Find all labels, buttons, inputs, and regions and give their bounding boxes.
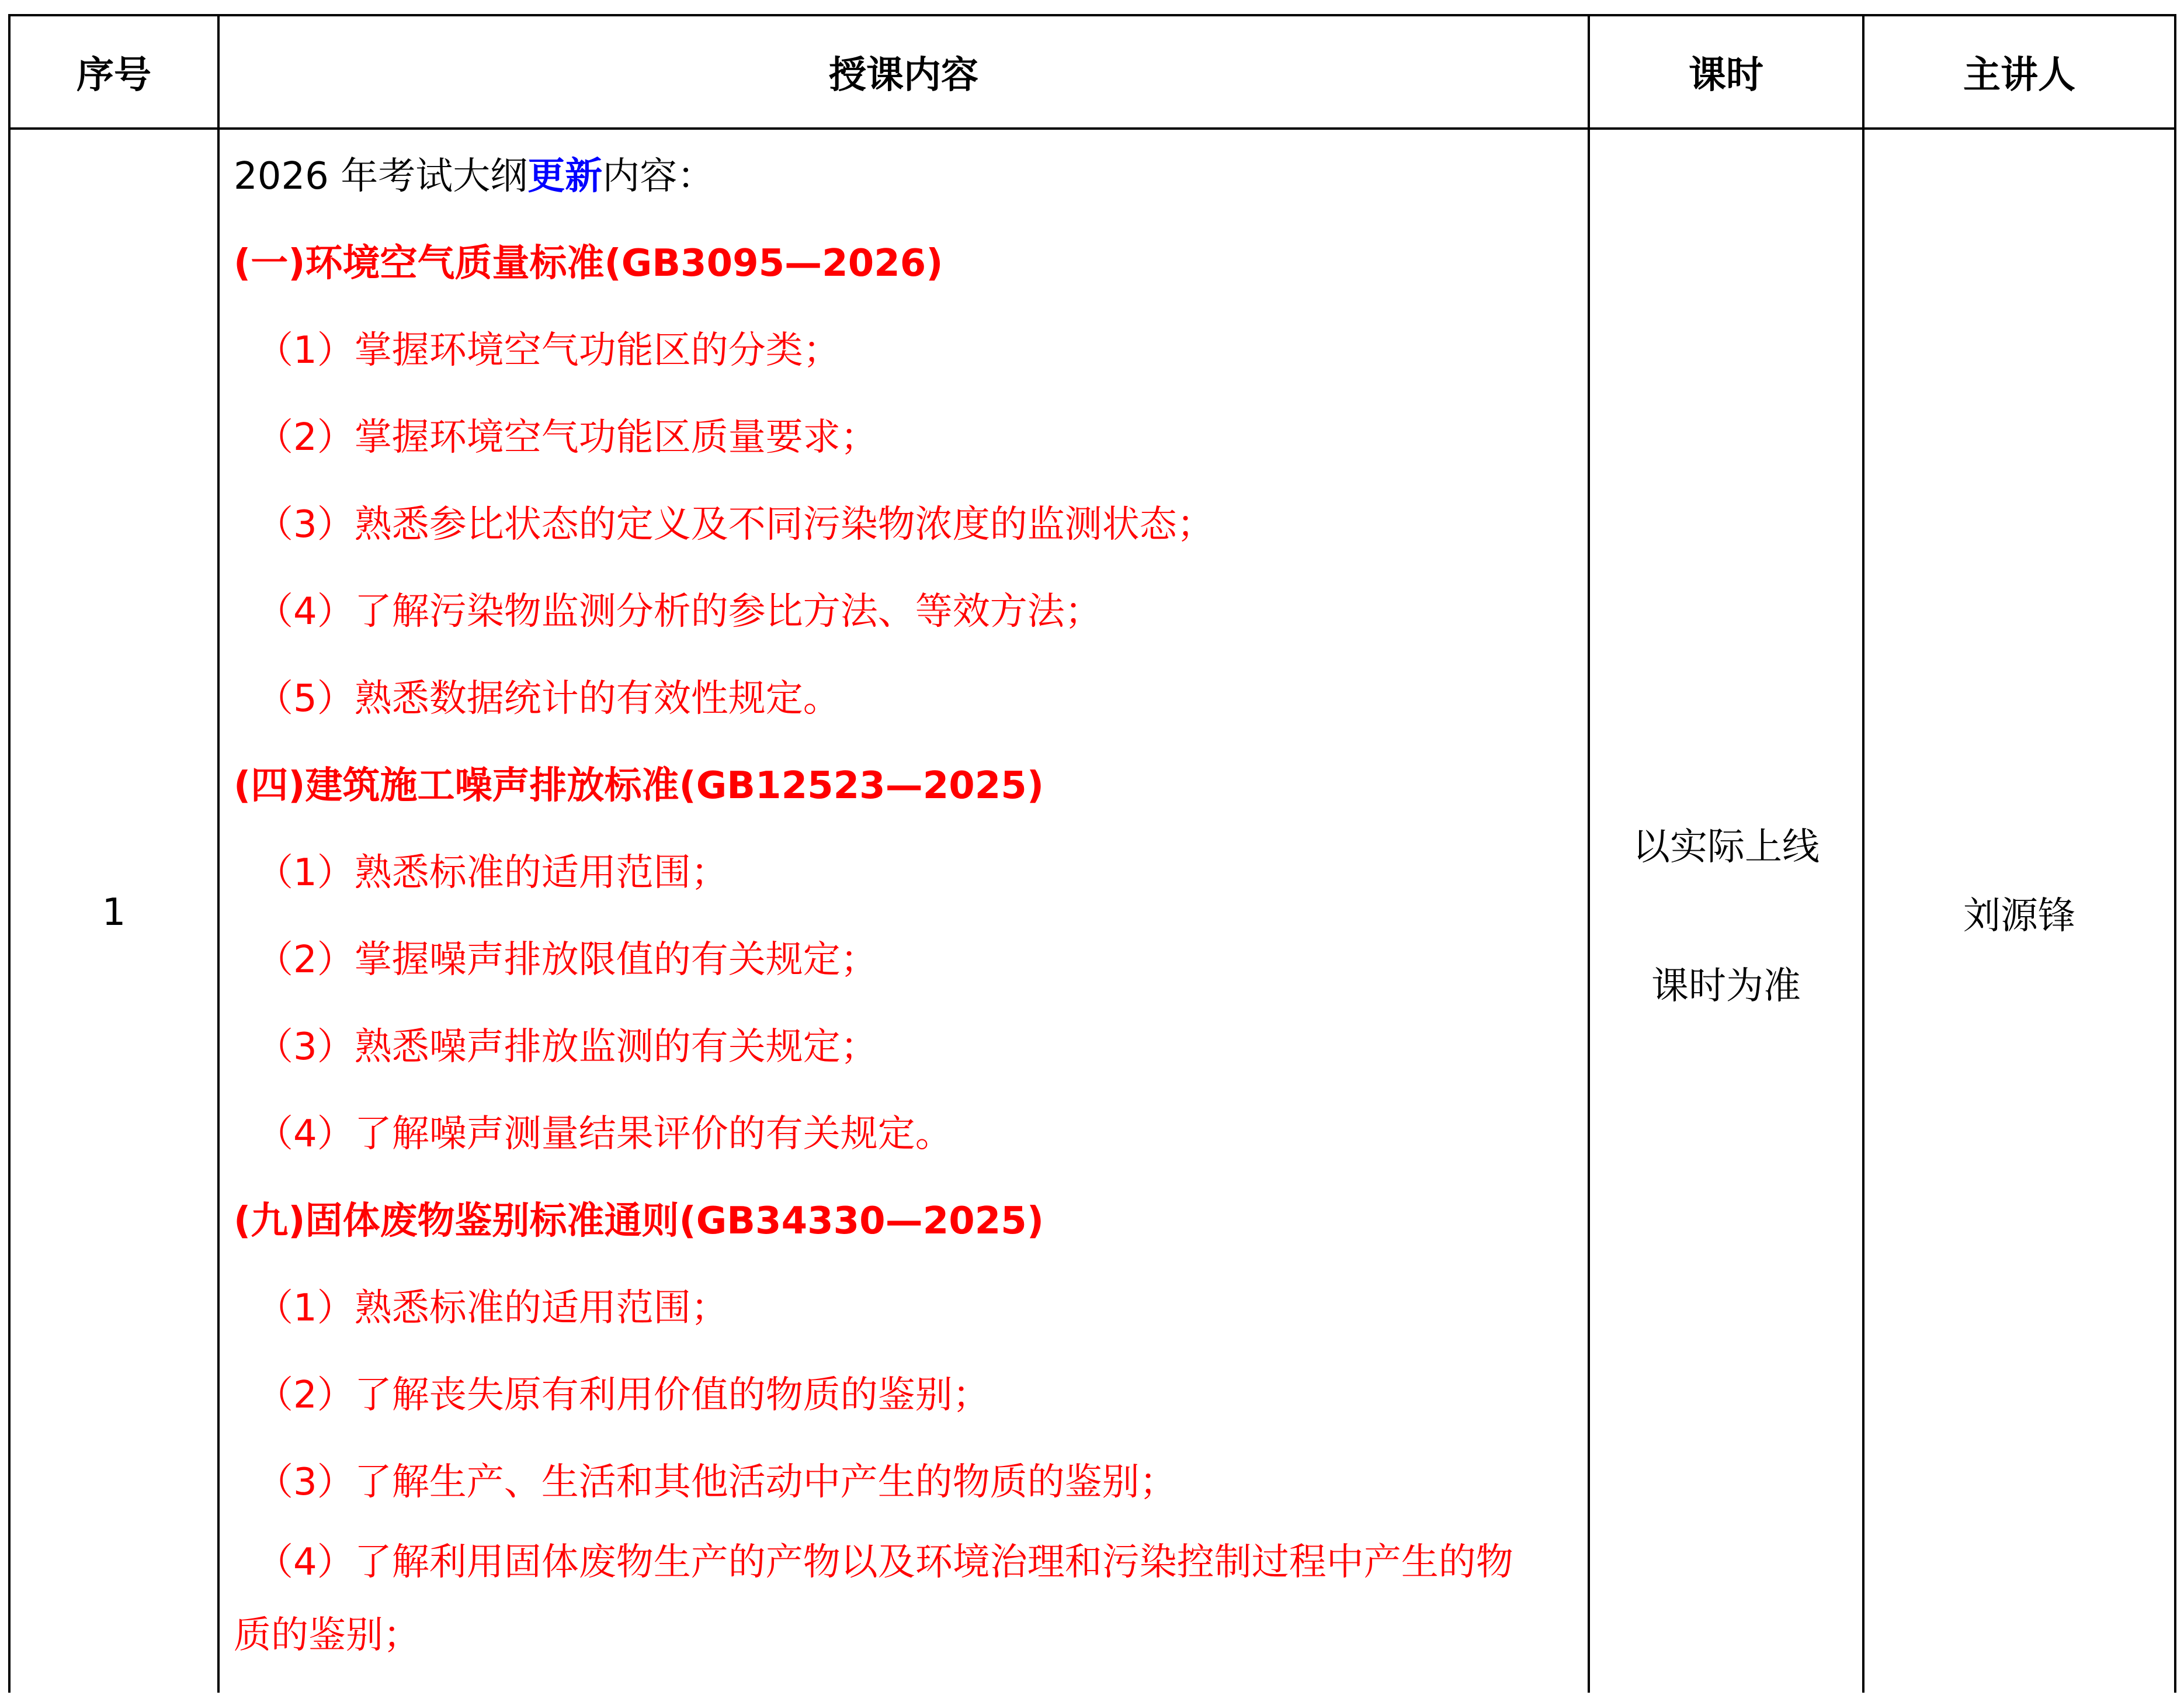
hours-line-1: 以实际上线 bbox=[1633, 826, 1820, 869]
list-item: （1）掌握环境空气功能区的分类； bbox=[256, 329, 841, 372]
list-item: （3）熟悉噪声排放监测的有关规定； bbox=[256, 1025, 878, 1069]
column-divider bbox=[217, 16, 220, 1693]
hours-line-2: 课时为准 bbox=[1651, 965, 1801, 1008]
hours-cell bbox=[1590, 817, 1862, 1010]
intro-text: 2026 年考试大纲 bbox=[234, 155, 528, 198]
section-title: (一)环境空气质量标准(GB3095—2026) bbox=[234, 242, 943, 285]
header-no: 序号 bbox=[77, 54, 151, 97]
list-item: （1）熟悉标准的适用范围； bbox=[256, 851, 728, 895]
header-divider bbox=[11, 127, 2174, 130]
row-number-text: 1 bbox=[102, 890, 126, 934]
list-item: （2）了解丧失原有利用价值的物质的鉴别； bbox=[256, 1374, 990, 1417]
list-item: （3）了解生产、生活和其他活动中产生的物质的鉴别； bbox=[256, 1461, 1177, 1504]
list-item: （2）掌握环境空气功能区质量要求； bbox=[256, 416, 878, 459]
section-title: (九)固体废物鉴别标准通则(GB34330—2025) bbox=[234, 1200, 1044, 1243]
list-item: （1）熟悉标准的适用范围； bbox=[256, 1287, 728, 1330]
course-content bbox=[234, 133, 1542, 1672]
syllabus-intro bbox=[234, 133, 1542, 220]
list-item: （3）熟悉参比状态的定义及不同污染物浓度的监测状态； bbox=[256, 503, 1214, 546]
list-item: （2）掌握噪声排放限值的有关规定； bbox=[256, 938, 878, 982]
lecturer-cell bbox=[1864, 130, 2174, 1695]
list-item: （4）了解污染物监测分析的参比方法、等效方法； bbox=[256, 590, 1102, 633]
header-lecturer: 主讲人 bbox=[1963, 54, 2075, 97]
header-content: 授课内容 bbox=[829, 54, 978, 97]
update-highlight: 更新 bbox=[527, 155, 603, 198]
section-title: (四)建筑施工噪声排放标准(GB12523—2025) bbox=[234, 764, 1044, 807]
intro-suffix: 内容： bbox=[602, 155, 715, 198]
header-hours: 课时 bbox=[1689, 54, 1763, 97]
list-item: （4）了解噪声测量结果评价的有关规定。 bbox=[256, 1112, 953, 1156]
list-item: （4）了解利用固体废物生产的产物以及环境治理和污染控制过程中产生的物质的鉴别； bbox=[234, 1541, 1513, 1657]
lecturer-name: 刘源锋 bbox=[1963, 894, 2075, 938]
row-number bbox=[11, 130, 217, 1695]
list-item: （5）熟悉数据统计的有效性规定。 bbox=[256, 677, 841, 720]
